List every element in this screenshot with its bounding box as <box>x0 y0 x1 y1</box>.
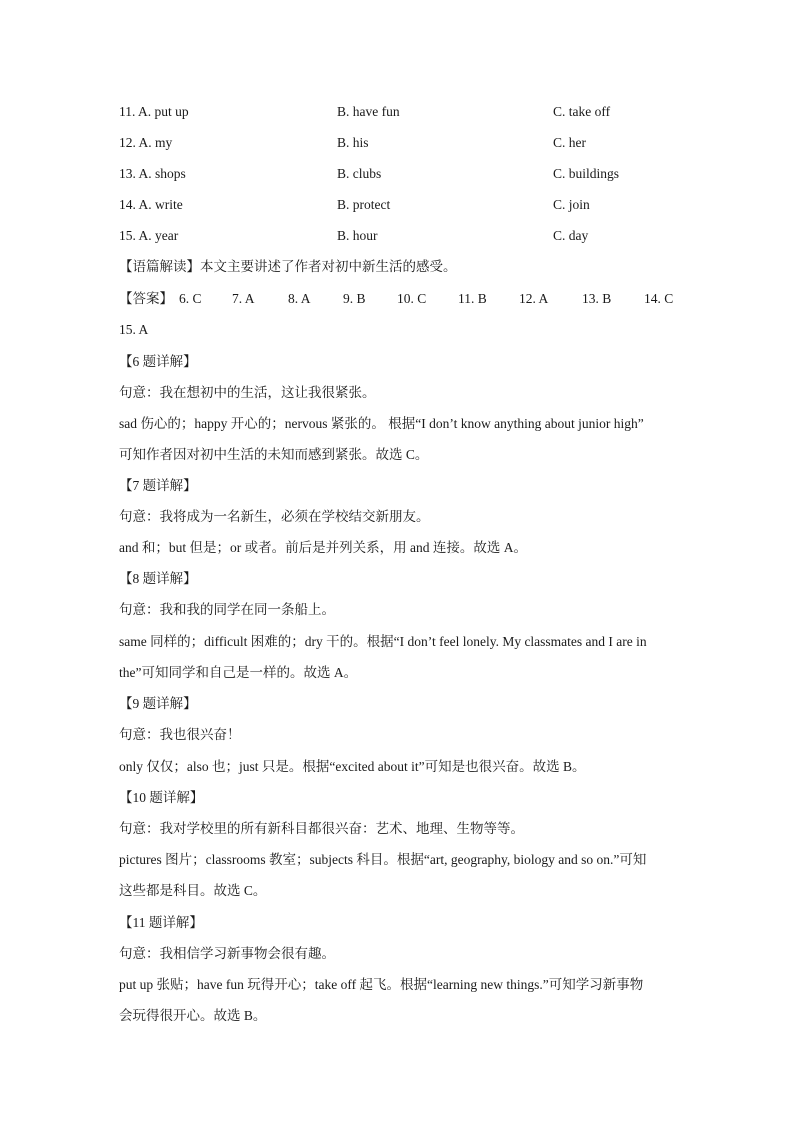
explanation-line: 这些都是科目。故选 C。 <box>119 883 267 898</box>
answer-item: 15. A <box>119 322 149 337</box>
option-b: B. his <box>337 135 369 150</box>
explanation-line: 句意：我和我的同学在同一条船上。 <box>119 602 335 617</box>
answers-row <box>119 289 679 309</box>
option-a: 13. A. shops <box>119 166 186 181</box>
reading-note: 【语篇解读】本文主要讲述了作者对初中新生活的感受。 <box>119 259 457 274</box>
explanation-title-8: 【8 题详解】 <box>119 571 197 586</box>
explanation-line: 句意：我也很兴奋！ <box>119 727 241 742</box>
option-a: 15. A. year <box>119 228 179 243</box>
option-b: B. have fun <box>337 104 400 119</box>
explanation-line: same 同样的；difficult 困难的；dry 干的。根据“I don’t feel lonely. My classmates and I are in <box>119 634 647 649</box>
explanation-title-7: 【7 题详解】 <box>119 478 197 493</box>
answer-item: 9. B <box>343 291 366 306</box>
answer-item: 8. A <box>288 291 311 306</box>
explanation-title-9: 【9 题详解】 <box>119 696 197 711</box>
explanation-line: the”可知同学和自己是一样的。故选 A。 <box>119 665 358 680</box>
explanation-line: and 和；but 但是；or 或者。前后是并列关系，用 and 连接。故选 A。 <box>119 540 527 555</box>
explanation-line: put up 张贴；have fun 玩得开心；take off 起飞。根据“learning new things.”可知学习新事物 <box>119 977 644 992</box>
explanation-line: only 仅仅；also 也；just 只是。根据“excited about it”可知是也很兴奋。故选 B。 <box>119 759 586 774</box>
explanation-line: 句意：我对学校里的所有新科目都很兴奋：艺术、地理、生物等等。 <box>119 821 524 836</box>
explanation-line: 会玩得很开心。故选 B。 <box>119 1008 267 1023</box>
option-c: C. take off <box>553 104 611 119</box>
option-row-15 <box>0 226 794 246</box>
answer-item: 7. A <box>232 291 255 306</box>
explanation-line: pictures 图片；classrooms 教室；subjects 科目。根据“art, geography, biology and so on.”可知 <box>119 852 647 867</box>
option-c: C. join <box>553 197 590 212</box>
answer-item: 11. B <box>458 291 487 306</box>
explanation-line: sad 伤心的；happy 开心的；nervous 紧张的。 根据“I don’t know anything about junior high” <box>119 416 644 431</box>
explanation-title-6: 【6 题详解】 <box>119 354 197 369</box>
option-a: 14. A. write <box>119 197 183 212</box>
option-b: B. hour <box>337 228 378 243</box>
option-row-13 <box>0 164 794 184</box>
option-row-11 <box>0 102 794 122</box>
answer-item: 13. B <box>582 291 612 306</box>
explanation-title-10: 【10 题详解】 <box>119 790 204 805</box>
option-b: B. clubs <box>337 166 382 181</box>
option-row-12 <box>0 133 794 153</box>
option-a: 11. A. put up <box>119 104 189 119</box>
explanation-title-11: 【11 题详解】 <box>119 915 203 930</box>
option-c: C. her <box>553 135 586 150</box>
explanation-line: 句意：我将成为一名新生，必须在学校结交新朋友。 <box>119 509 430 524</box>
answer-item: 14. C <box>644 291 674 306</box>
option-row-14 <box>0 195 794 215</box>
answers-label: 【答案】 <box>119 291 173 306</box>
answer-item: 12. A <box>519 291 549 306</box>
explanation-line: 句意：我相信学习新事物会很有趣。 <box>119 946 335 961</box>
option-c: C. buildings <box>553 166 620 181</box>
answer-item: 10. C <box>397 291 427 306</box>
explanation-line: 可知作者因对初中生活的未知而感到紧张。故选 C。 <box>119 447 429 462</box>
explanation-line: 句意：我在想初中的生活，这让我很紧张。 <box>119 385 376 400</box>
option-a: 12. A. my <box>119 135 173 150</box>
option-c: C. day <box>553 228 589 243</box>
option-b: B. protect <box>337 197 391 212</box>
answer-item: 6. C <box>179 291 202 306</box>
